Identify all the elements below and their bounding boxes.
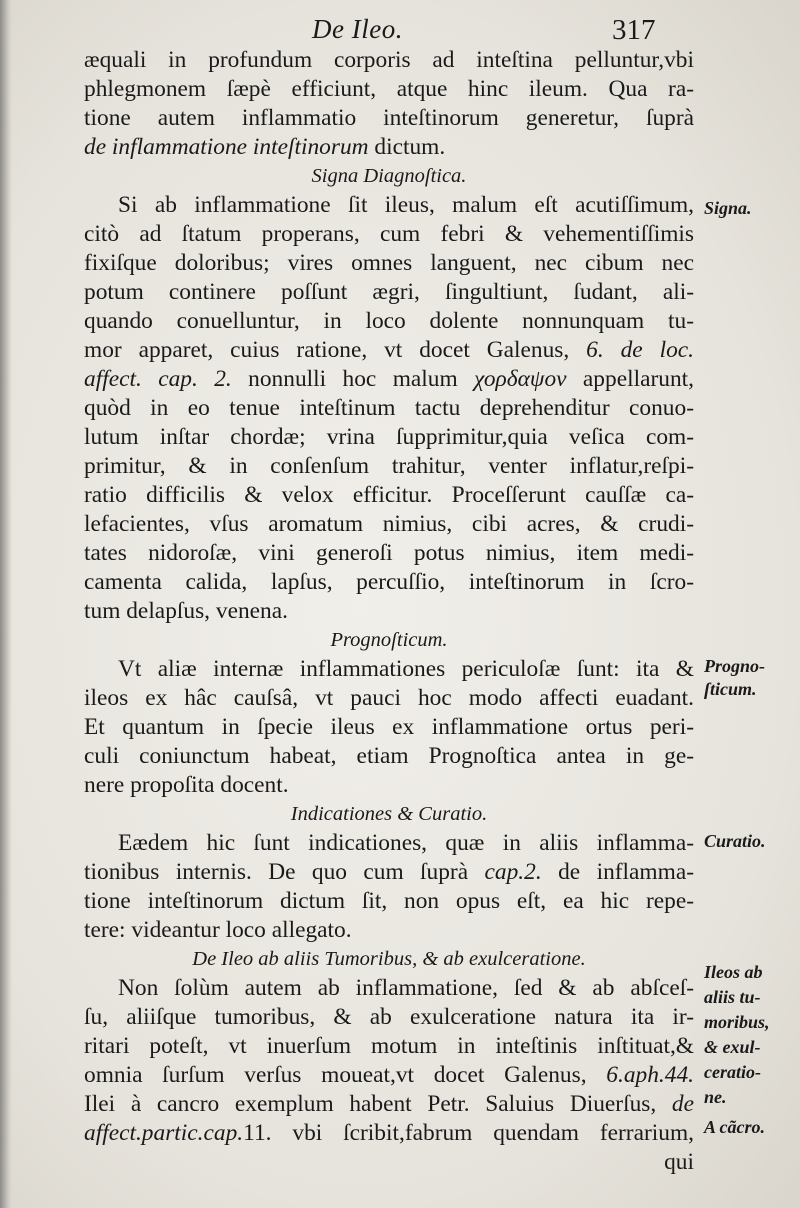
- text-line: tione autem inflammatio inteſtinorum generetur, ſuprà: [84, 105, 694, 131]
- margin-note-cancro: A cãcro.: [704, 1117, 765, 1137]
- running-title: De Ileo.: [312, 14, 403, 44]
- text-line: nere propoſita docent.: [84, 772, 289, 798]
- text-segment: mor apparet, cuius ratione, vt docet Galenus,: [84, 337, 587, 363]
- citation: affect.partic.cap.: [84, 1120, 244, 1146]
- text-segment: Ilei à cancro exemplum habent Petr. Saluius Diuerſus,: [84, 1091, 672, 1117]
- margin-note-line: ſticum.: [704, 679, 757, 699]
- greek-word: χορδαψον: [474, 366, 567, 392]
- margin-note-tumoribus: [704, 960, 794, 1110]
- section-heading-tumoribus: De Ileo ab aliis Tumoribus, & ab exulceratione.: [192, 948, 586, 970]
- italic-phrase: de inflammatione inteſtinorum: [84, 134, 369, 160]
- text-line: Vt aliæ internæ inflammationes periculoſæ ſunt: ita &: [118, 656, 694, 682]
- text-segment: appellarunt,: [566, 366, 694, 392]
- text-segment: dictum.: [368, 134, 446, 160]
- text-segment: nonnulli hoc malum: [231, 366, 475, 392]
- main-text: [84, 46, 694, 1177]
- section-heading-signa: Signa Diagnoſtica.: [311, 165, 467, 187]
- text-line: citò ad ſtatum properans, cum febri & vehementiſſimis: [84, 221, 694, 247]
- text-line: Non ſolùm autem ab inflammatione, ſed & ab abſceſ-: [118, 975, 694, 1001]
- text-line: tere: videantur loco allegato.: [84, 917, 352, 943]
- citation: affect. cap. 2.: [84, 366, 232, 392]
- text-segment: tionibus internis. De quo cum ſuprà: [84, 859, 485, 885]
- text-line: [84, 133, 694, 162]
- text-line: æquali in profundum corporis ad inteſtina pelluntur,vbi: [84, 47, 694, 73]
- margin-note-line: Ileos ab: [704, 962, 763, 982]
- citation: 6.aph.44.: [606, 1062, 694, 1088]
- text-line: lefacientes, vſus aromatum nimius, cibi acres, & crudi-: [84, 511, 694, 537]
- margin-note-line: moribus,: [704, 1012, 770, 1032]
- margin-note-line: ceratio-: [704, 1062, 761, 1082]
- text-line: Eædem hic ſunt indicationes, quæ in aliis inflamma-: [118, 830, 694, 856]
- citation: de: [671, 1091, 694, 1117]
- margin-note-line: Progno-: [704, 656, 766, 676]
- text-line: tates nidoroſæ, vini generoſi potus nimius, item medi-: [84, 540, 694, 566]
- text-segment: de inflamma-: [541, 859, 694, 885]
- margin-note-curatio: Curatio.: [704, 831, 766, 851]
- margin-note-line: aliis tu-: [704, 987, 761, 1007]
- section-heading-curatio: Indicationes & Curatio.: [290, 803, 488, 825]
- text-line: ileos ex hâc cauſsâ, vt pauci hoc modo affecti euadant.: [84, 685, 694, 711]
- text-line: [84, 1119, 694, 1148]
- text-line: quando conuelluntur, in loco dolente nonnunquam tu-: [84, 308, 694, 334]
- page-number: 317: [612, 14, 656, 46]
- text-line: camenta calida, lapſus, percuſſio, inteſtinorum in ſcro-: [84, 569, 694, 595]
- margin-note-prognosticum: [704, 655, 794, 701]
- catchword: qui: [664, 1149, 694, 1175]
- section-heading-prognosticum: Prognoſticum.: [330, 629, 448, 651]
- text-line: quòd in eo tenue inteſtinum tactu deprehenditur conuo-: [84, 395, 694, 421]
- citation: cap.2.: [484, 859, 542, 885]
- text-line: [84, 365, 694, 394]
- text-line: fixiſque doloribus; vires omnes languent, nec cibum nec: [84, 250, 694, 276]
- margin-note-signa: Signa.: [704, 198, 752, 218]
- text-line: ſu, aliiſque tumoribus, & ab exulceratione natura ita ir-: [84, 1004, 694, 1030]
- text-line: potum continere poſſunt ægri, ſingultiunt, ſudant, ali-: [84, 279, 694, 305]
- citation: 6. de loc.: [586, 337, 694, 363]
- text-segment: omnia ſurſum verſus moueat,vt docet Galenus,: [84, 1062, 607, 1088]
- text-segment: 11. vbi ſcribit,fabrum quendam ferrarium,: [243, 1120, 694, 1146]
- text-line: [84, 1090, 694, 1119]
- text-line: phlegmonem ſæpè efficiunt, atque hinc ileum. Qua ra-: [84, 76, 694, 102]
- text-line: lutum inſtar chordæ; vrina ſupprimitur,quia veſica com-: [84, 424, 694, 450]
- text-line: tum delapſus, venena.: [84, 598, 288, 624]
- text-line: [84, 1061, 694, 1090]
- text-line: Si ab inflammatione ſit ileus, malum eſt acutiſſimum,: [118, 192, 694, 218]
- margin-note-line: & exul-: [704, 1037, 761, 1057]
- text-line: primitur, & in conſenſum trahitur, venter inflatur,reſpi-: [84, 453, 694, 479]
- text-line: tione inteſtinorum dictum ſit, non opus eſt, ea hic repe-: [84, 888, 694, 914]
- text-line: ratio difficilis & velox efficitur. Proceſſerunt cauſſæ ca-: [84, 482, 694, 508]
- text-line: [84, 858, 694, 887]
- text-line: ritari poteſt, vt inuerſum motum in inteſtinis inſtituat,&: [84, 1033, 694, 1059]
- margin-note-line: ne.: [704, 1087, 727, 1107]
- text-line: culi coniunctum habeat, etiam Prognoſtica antea in ge-: [84, 743, 694, 769]
- text-line: [84, 336, 694, 365]
- text-line: Et quantum in ſpecie ileus ex inflammatione ortus peri-: [84, 714, 694, 740]
